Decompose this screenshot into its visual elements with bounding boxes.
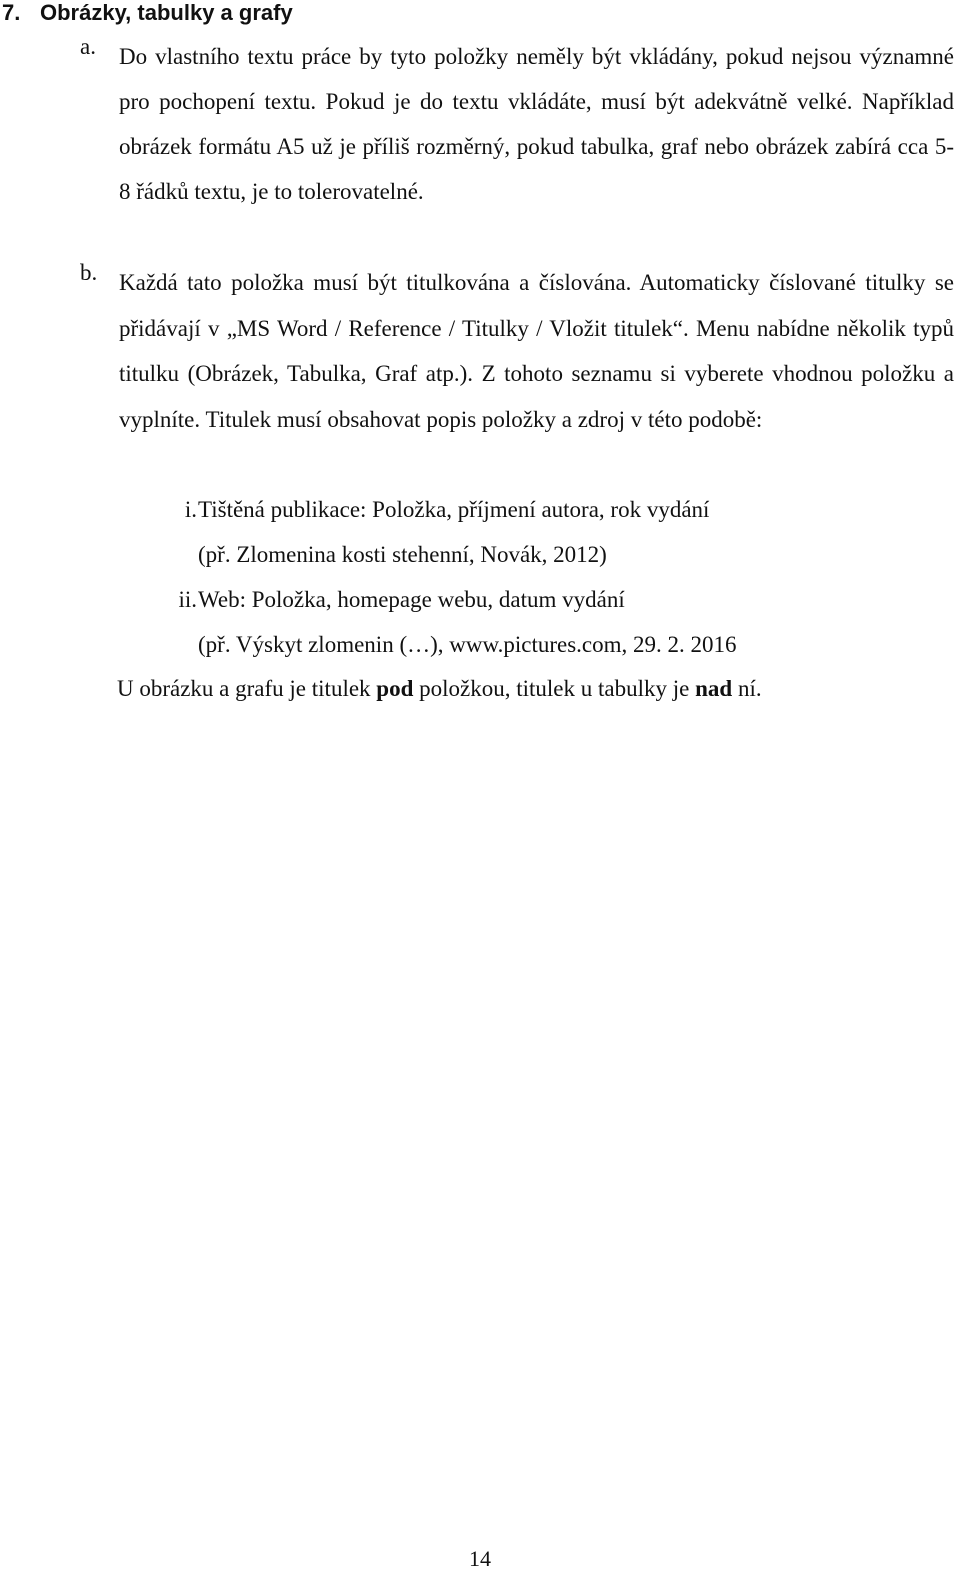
sublist-marker: i. <box>184 497 197 522</box>
list-marker: a. <box>80 34 96 59</box>
sublist-item-example: (př. Zlomenina kosti stehenní, Novák, 2012) <box>198 542 607 567</box>
section-title: Obrázky, tabulky a grafy <box>40 0 293 25</box>
closing-bold-nad: nad <box>695 676 733 701</box>
closing-text: položkou, titulek u tabulky je <box>413 676 696 701</box>
list-marker: b. <box>80 260 98 285</box>
closing-text: ní. <box>732 676 762 701</box>
closing-text: U obrázku a grafu je titulek <box>117 676 377 701</box>
list-item-text: Do vlastního textu práce by tyto položky neměly být vkládány, pokud nejsou významné pro pochopení textu. Pokud je do textu vkládáte, musí být adekvátně velké. Například obrázek formátu A5 už je příliš rozměrný, pokud tabulka, graf nebo obrázek zabírá cca 5-8 řádků textu, je to tolerovatelné. <box>119 44 954 204</box>
list-item-b <box>80 260 954 442</box>
closing-paragraph <box>117 666 762 711</box>
sublist-item-ii <box>80 577 900 667</box>
page-number: 14 <box>469 1546 491 1571</box>
sublist-item-example: (př. Výskyt zlomenin (…), www.pictures.com, 29. 2. 2016 <box>198 632 737 657</box>
list-item-a <box>80 34 954 214</box>
section-number: 7. <box>2 0 21 25</box>
sublist-item-i <box>80 487 900 577</box>
sublist-item-line: Web: Položka, homepage webu, datum vydání <box>198 587 625 612</box>
sublist-marker: ii. <box>178 587 197 612</box>
sublist-item-line: Tištěná publikace: Položka, příjmení autora, rok vydání <box>198 497 710 522</box>
closing-bold-pod: pod <box>376 676 414 701</box>
section-heading <box>2 0 293 27</box>
list-item-text: Každá tato položka musí být titulkována a číslována. Automaticky číslované titulky se přidávají v „MS Word / Reference / Titulky / Vložit titulek“. Menu nabídne několik typů titulku (Obrázek, Tabulka, Graf atp.). Z tohoto seznamu si vyberete vhodnou položku a vyplníte. Titulek musí obsahovat popis položky a zdroj v této podobě: <box>119 270 954 432</box>
